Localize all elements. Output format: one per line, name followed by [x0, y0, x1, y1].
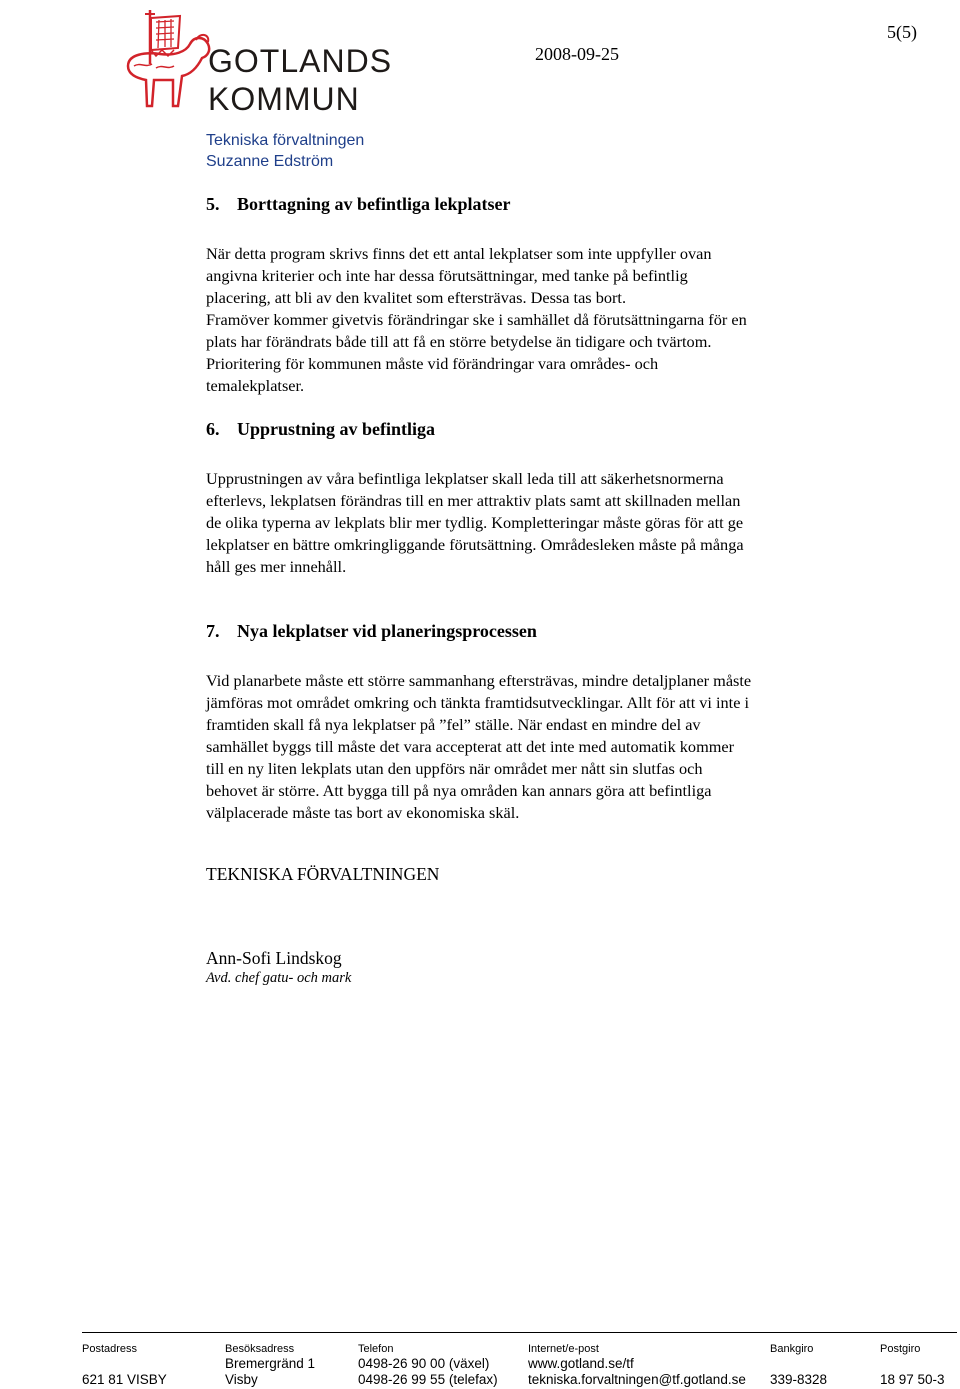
- section-heading-5: [206, 194, 511, 215]
- footer-header-phone: Telefon: [358, 1343, 394, 1355]
- footer-phone-fax: 0498-26 99 55 (telefax): [358, 1372, 498, 1387]
- section-heading-7: [206, 621, 537, 642]
- section-title: Nya lekplatser vid planeringsprocessen: [237, 621, 537, 641]
- section-number: 7.: [206, 621, 220, 641]
- ram-flag-emblem-icon: [118, 4, 408, 116]
- signature-title: Avd. chef gatu- och mark: [206, 970, 352, 986]
- section-title: Borttagning av befintliga lekplatser: [237, 194, 511, 214]
- footer-visiting-city: Visby: [225, 1372, 258, 1387]
- footer-header-visiting: Besöksadress: [225, 1343, 295, 1355]
- logo-line1: GOTLANDS: [208, 43, 393, 79]
- footer-header-postal: Postadress: [82, 1343, 138, 1355]
- section-heading-6: [206, 419, 435, 440]
- section-number: 6.: [206, 419, 220, 439]
- signature-department: TEKNISKA FÖRVALTNINGEN: [206, 864, 440, 884]
- footer-postal-address: 621 81 VISBY: [82, 1372, 167, 1387]
- author-name: Suzanne Edström: [206, 153, 334, 170]
- signature-name: Ann-Sofi Lindskog: [206, 948, 342, 968]
- footer-header-postgiro: Postgiro: [880, 1343, 921, 1355]
- footer-postgiro: 18 97 50-3: [880, 1372, 945, 1387]
- footer-phone-main: 0498-26 90 00 (växel): [358, 1356, 490, 1371]
- footer-bankgiro: 339-8328: [770, 1372, 828, 1387]
- section-body-5: När detta program skrivs finns det ett antal lekplatser som inte uppfyller ovan angivna kriterier och inte har dessa förutsättningar, med tanke på befintlig placering, att bli av den kvalitet som eftersträvas. Dessa tas bort. Framöver kommer givetvis förändringar ske i samhället då förutsättningarna för en plats har förändrats både till att få en större betydelse än tidigare och tvärtom. Prioritering för kommunen måste vid förändringar vara områdes- och temalekplatser.: [206, 244, 747, 395]
- section-title: Upprustning av befintliga: [237, 419, 436, 439]
- document-date: 2008-09-25: [535, 44, 619, 64]
- footer-divider: [82, 1332, 957, 1333]
- section-number: 5.: [206, 194, 220, 214]
- logo-line2: KOMMUN: [208, 81, 360, 116]
- footer-visiting-street: Bremergränd 1: [225, 1356, 316, 1371]
- page-number: 5(5): [887, 22, 917, 42]
- footer-header-bankgiro: Bankgiro: [770, 1343, 814, 1355]
- sender-block: [206, 130, 364, 172]
- footer-email: tekniska.forvaltningen@tf.gotland.se: [528, 1372, 746, 1387]
- section-body-6: Upprustningen av våra befintliga lekplatser skall leda till att säkerhetsnormerna efterlevs, lekplatsen förändras till en mer attraktiv plats samt att skillnaden mellan de olika typerna av lekplats blir mer tydlig. Kompletteringar måste göras för att ge lekplatser en bättre omkringliggande förutsättning. Områdesleken måste på många håll ges mer innehåll.: [206, 469, 744, 576]
- gotland-logo: [118, 4, 408, 116]
- footer-header-internet: Internet/e-post: [528, 1343, 599, 1355]
- footer-web: www.gotland.se/tf: [528, 1356, 634, 1371]
- section-body-7: Vid planarbete måste ett större sammanhang eftersträvas, mindre detaljplaner måste jämföras mot området omkring och tänkta framtidsutvecklingar. Allt för att vi inte i framtiden skall få nya lekplatser på ”fel” ställe. När endast en mindre del av samhället byggs till måste det vara accepterat att det inte med automatik kommer till en ny liten lekplats utan den uppförs när området mer nått sin slutfas och behovet är större. Att bygga till på nya områden kan annars göra att befintliga välplacerade måste tas bort av ekonomiska skäl.: [206, 671, 752, 822]
- department-name: Tekniska förvaltningen: [206, 132, 365, 149]
